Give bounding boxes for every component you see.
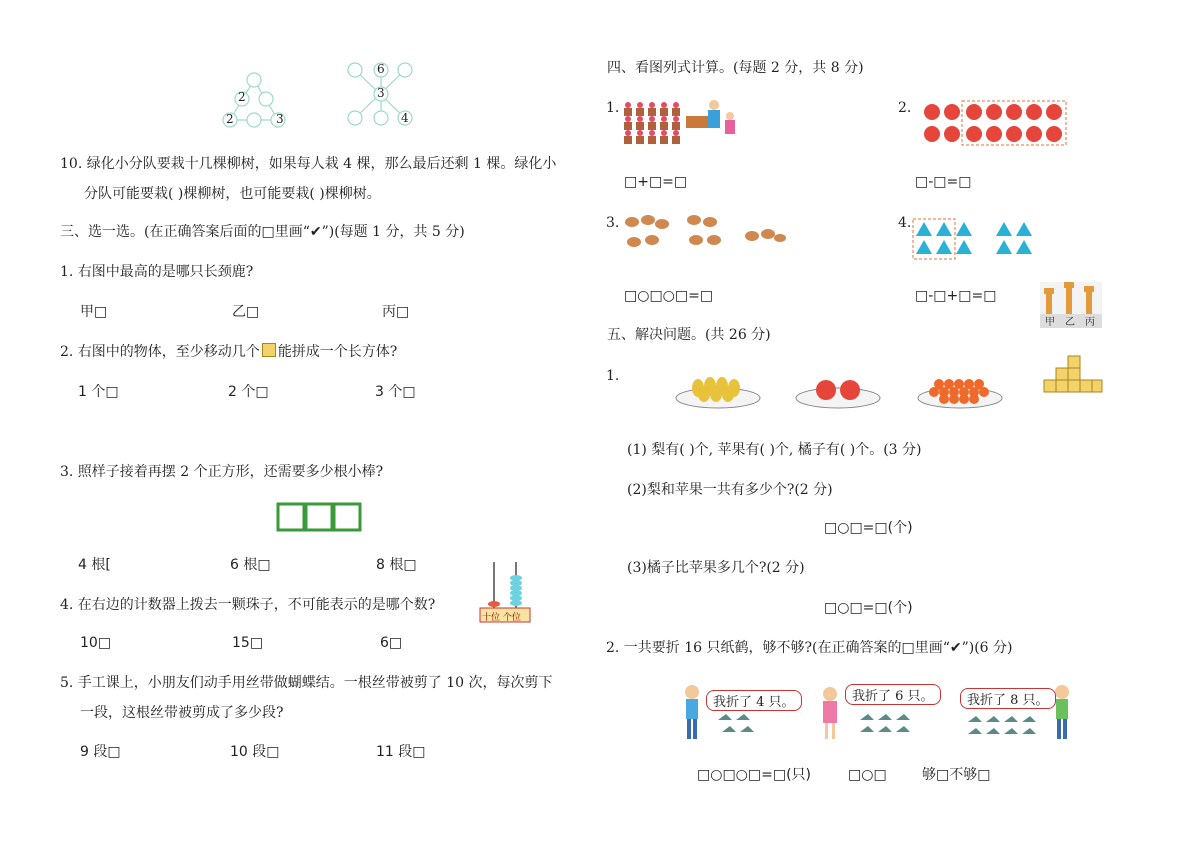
- q10-line2: 分队可能要栽( )棵柳树，也可能要栽( )棵柳树。: [84, 186, 381, 202]
- s3-q5-option-a[interactable]: 9 段□: [80, 744, 121, 760]
- abacus-label: 十位 个位: [482, 613, 521, 623]
- s3-q1-text: 1. 右图中最高的是哪只长颈鹿?: [60, 264, 254, 280]
- s3-q2-text-a: 2. 右图中的物体，至少移动几个: [60, 344, 260, 360]
- s5-p2-formula1[interactable]: □○□○□=□(只): [697, 767, 811, 783]
- s3-q3-option-c[interactable]: 8 根□: [376, 557, 417, 573]
- cube-stack-figure: [1042, 354, 1104, 396]
- s3-q4-option-a[interactable]: 10□: [80, 635, 112, 651]
- triangle-num-1: 2: [238, 90, 246, 104]
- s3-q4-option-c[interactable]: 6□: [380, 635, 403, 651]
- s3-q2-option-a[interactable]: 1 个□: [78, 384, 119, 400]
- apples-grid-figure: [920, 100, 1070, 148]
- giraffe-label-bing: 丙: [1085, 317, 1095, 328]
- matchstick-squares-figure: [276, 502, 362, 532]
- s5-p2-formula2[interactable]: □○□: [848, 767, 887, 783]
- triangle-num-2: 2: [226, 112, 234, 126]
- x-num-top: 6: [377, 62, 385, 76]
- s5-p2-text: 2. 一共要折 16 只纸鹤，够不够?(在正确答案的□里画“✔”)(6 分): [606, 640, 1013, 656]
- s3-q1-option-c[interactable]: 丙□: [382, 304, 410, 320]
- s5-p1-q2: (2)梨和苹果一共有多少个?(2 分): [627, 482, 833, 498]
- section5-title: 五、解决问题。(共 26 分): [607, 327, 771, 343]
- s4-item4-label: 4.: [898, 215, 912, 231]
- s3-q3-text: 3. 照样子接着再摆 2 个正方形，还需要多少根小棒?: [60, 464, 384, 480]
- s3-q2-text: [60, 342, 397, 362]
- s5-p1-label: 1.: [606, 368, 620, 384]
- s3-q2-option-c[interactable]: 3 个□: [375, 384, 416, 400]
- x-num-center: 3: [377, 86, 385, 100]
- s4-item1-formula[interactable]: □+□=□: [624, 174, 688, 190]
- s3-q2-text-b: 能拼成一个长方体?: [277, 344, 398, 360]
- speech-bubble-2: 我折了 6 只。: [845, 684, 941, 705]
- s3-q1-option-b[interactable]: 乙□: [232, 304, 260, 320]
- x-num-bottom: 4: [401, 111, 409, 125]
- s4-item2-label: 2.: [898, 100, 912, 116]
- s5-p1-q1: (1) 梨有( )个, 苹果有( )个, 橘子有( )个。(3 分): [627, 442, 922, 458]
- s4-item3-formula[interactable]: □○□○□=□: [624, 288, 714, 304]
- s4-item2-formula[interactable]: □-□=□: [915, 174, 972, 190]
- s3-q4-option-b[interactable]: 15□: [232, 635, 264, 651]
- s3-q2-option-b[interactable]: 2 个□: [228, 384, 269, 400]
- s3-q3-option-a[interactable]: 4 根[: [78, 557, 111, 573]
- ants-figure: [622, 212, 787, 252]
- s5-p1-q3: (3)橘子比苹果多几个?(2 分): [627, 560, 805, 576]
- triangle-num-3: 3: [276, 112, 284, 126]
- s3-q4-text: 4. 在右边的计数器上拨去一颗珠子，不可能表示的是哪个数?: [60, 597, 436, 613]
- speech-bubble-1: 我折了 4 只。: [706, 690, 802, 711]
- s4-item1-label: 1.: [606, 100, 620, 116]
- fruit-plates-figure: [676, 366, 1036, 418]
- s5-p1-formula2[interactable]: □○□=□(个): [824, 520, 913, 536]
- q10-line1: 10. 绿化小分队要栽十几棵柳树，如果每人栽 4 棵，那么最后还剩 1 棵。绿化小: [60, 156, 557, 172]
- s3-q1-option-a[interactable]: 甲□: [80, 304, 108, 320]
- s3-q5-line1: 5. 手工课上，小朋友们动手用丝带做蝴蝶结。一根丝带被剪了 10 次，每次剪下: [60, 675, 553, 691]
- triangles-figure: [912, 218, 1037, 262]
- s4-item3-label: 3.: [606, 215, 620, 231]
- s4-item4-formula[interactable]: □-□+□=□: [915, 288, 997, 304]
- s3-q5-option-c[interactable]: 11 段□: [376, 744, 426, 760]
- speech-bubble-3: 我折了 8 只。: [960, 688, 1056, 709]
- giraffe-label-yi: 乙: [1065, 317, 1075, 328]
- s5-p1-formula3[interactable]: □○□=□(个): [824, 600, 913, 616]
- cube-icon: [262, 343, 276, 357]
- s3-q3-option-b[interactable]: 6 根□: [230, 557, 271, 573]
- section3-title: 三、选一选。(在正确答案后面的□里画“✔”)(每题 1 分，共 5 分): [60, 224, 465, 240]
- s3-q5-line2: 一段，这根丝带被剪成了多少段?: [80, 705, 284, 721]
- s5-p2-enough-choice[interactable]: 够□不够□: [922, 767, 991, 783]
- giraffe-label-jia: 甲: [1045, 317, 1055, 328]
- section4-title: 四、看图列式计算。(每题 2 分，共 8 分): [607, 60, 864, 76]
- s3-q5-option-b[interactable]: 10 段□: [230, 744, 280, 760]
- potted-flowers-figure: [622, 100, 742, 146]
